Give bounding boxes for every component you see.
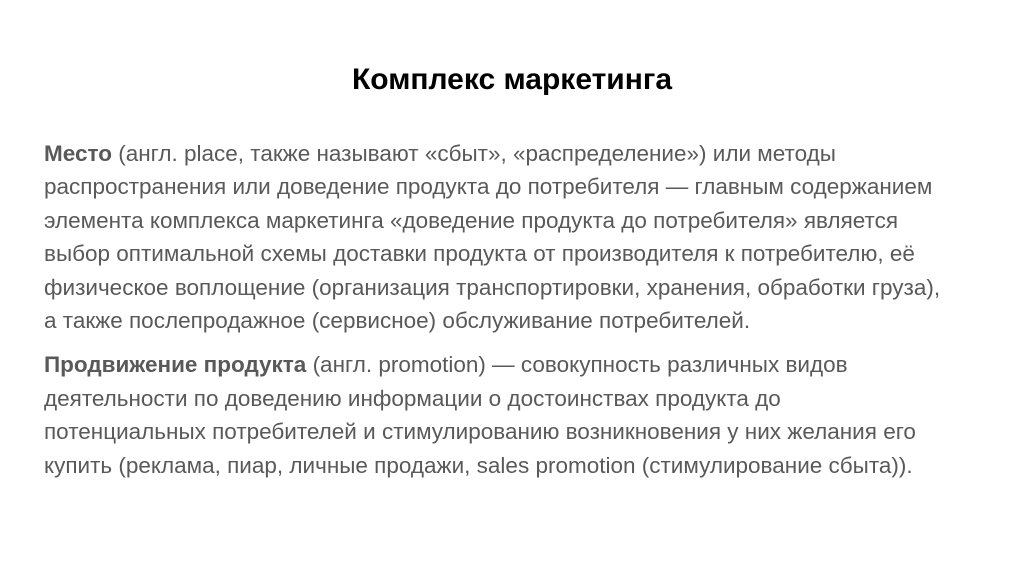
term-place: Место [44,141,112,166]
paragraph-promotion [44,348,944,482]
paragraph-place-text: (англ. place, также называют «сбыт», «распределение») или методы распространения или доведение продукта до потребителя — главным содержанием элемента комплекса маркетинга «доведение продукта до потребителя» является выбор оптимальной схемы доставки продукта от производителя к потребителю, её физическое воплощение (организация транспортировки, хранения, обработки груза), а также послепродажное (сервисное) обслуживание потребителей. [44,141,941,334]
term-promotion: Продвижение продукта [44,352,307,378]
slide-title: Комплекс маркетинга [351,63,673,96]
slide-body [44,137,944,482]
paragraph-promotion-text: (англ. promotion) — совокупность различных видов деятельности по доведению информации о достоинствах продукта до потенциальных потребителей и стимулированию возникновения у них желания его купить (реклама, пиар, личные продажи, sales promotion (стимулирование сбыта)). [44,352,916,478]
paragraph-place [44,137,944,337]
